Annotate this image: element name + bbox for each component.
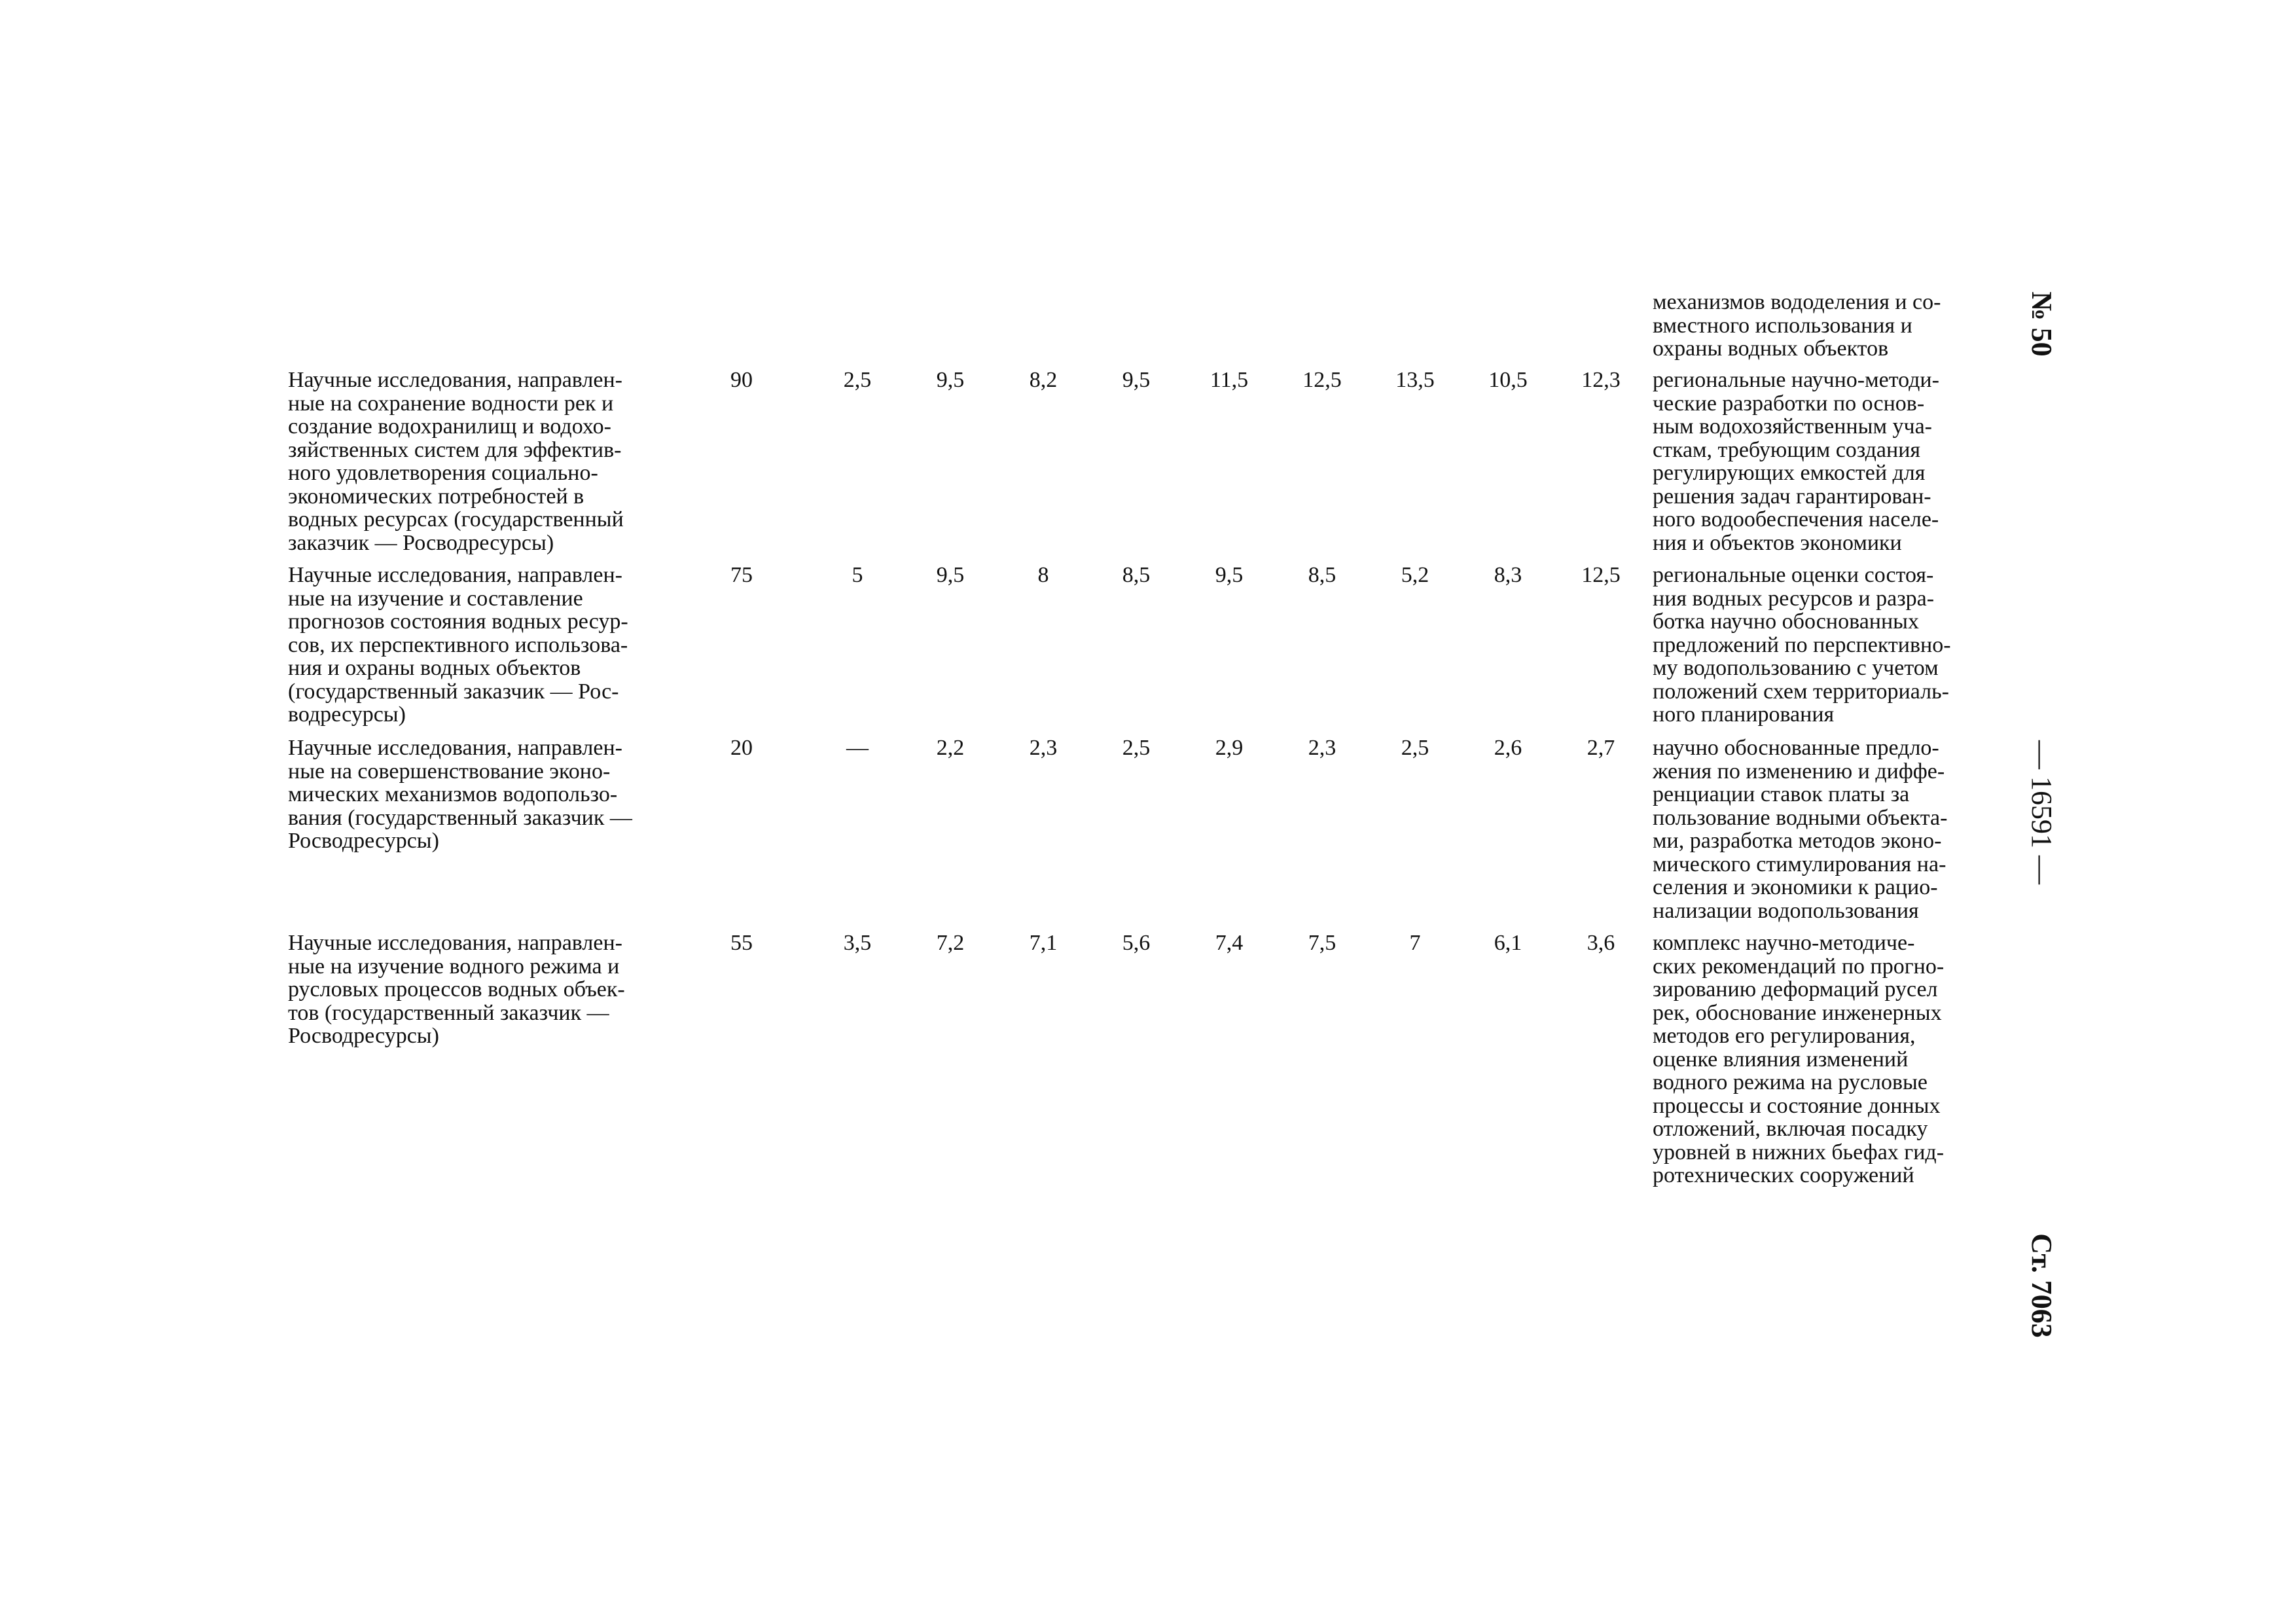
row-1-result: региональные научно-методи- ческие разработки по основ- ным водохозяйственным уча- сткам, требующим создания регулирующих емкостей для решения задач гарантирован- ного водообеспечения населе- ния и объектов экономики	[1653, 368, 1939, 555]
row-3-value-5: 2,5	[1122, 736, 1151, 760]
row-2-value-4: 8	[1037, 563, 1049, 587]
row-4-result: комплекс научно-методиче- ских рекомендаций по прогно- зированию деформаций русел рек, обоснование инженерных методов его регулирования, оценке влияния изменений водного режима на русловые процессы и состояние донных отложений, включая посадку уровней в нижних бьефах гид- ротехнических сооружений	[1653, 931, 1945, 1187]
row-2-result: региональные оценки состоя- ния водных ресурсов и разра- ботка научно обоснованных предложений по перспективно- му водопользованию с учетом положений схем территориаль- ного планирования	[1653, 563, 1951, 727]
row-2-value-7: 8,5	[1308, 563, 1336, 587]
row-1-value-3: 9,5	[936, 368, 965, 392]
row-2-value-3: 9,5	[936, 563, 965, 587]
row-4-value-1: 55	[730, 931, 753, 955]
row-4-value-9: 6,1	[1494, 931, 1522, 955]
row-3-value-10: 2,7	[1587, 736, 1615, 760]
row-3-value-1: 20	[730, 736, 753, 760]
row-1-value-2: 2,5	[843, 368, 872, 392]
row-2-value-9: 8,3	[1494, 563, 1522, 587]
row-2-value-6: 9,5	[1215, 563, 1244, 587]
row-2-value-2: 5	[852, 563, 863, 587]
row-3-value-8: 2,5	[1401, 736, 1429, 760]
row-4-value-4: 7,1	[1029, 931, 1058, 955]
row-1-name: Научные исследования, направлен- ные на сохранение водности рек и создание водохранилищ и водохо- зяйственных систем для эффектив- ного удовлетворения социально- экономических потребностей в водных ресурсах (государственный заказчик — Росводресурсы)	[288, 368, 624, 555]
row-2-value-5: 8,5	[1122, 563, 1151, 587]
row-3-name: Научные исследования, направлен- ные на совершенствование эконо- мических механизмов водопользо- вания (государственный заказчик — Росводресурсы)	[288, 736, 632, 853]
row-1-value-1: 90	[730, 368, 753, 392]
row-4-value-10: 3,6	[1587, 931, 1615, 955]
row-2-name: Научные исследования, направлен- ные на изучение и составление прогнозов состояния водных ресур- сов, их перспективного использова- ния и охраны водных объектов (государственный заказчик — Рос- водресурсы)	[288, 563, 628, 727]
row-1-value-6: 11,5	[1210, 368, 1249, 392]
row-3-value-9: 2,6	[1494, 736, 1522, 760]
row-0-result: механизмов вододеления и со- вместного использования и охраны водных объектов	[1653, 290, 1941, 361]
row-3-value-3: 2,2	[936, 736, 965, 760]
row-2-value-1: 75	[730, 563, 753, 587]
article-number: Ст. 7063	[2026, 1233, 2058, 1338]
row-2-value-10: 12,5	[1581, 563, 1621, 587]
row-1-value-10: 12,3	[1581, 368, 1621, 392]
row-4-value-6: 7,4	[1215, 931, 1244, 955]
row-4-value-8: 7	[1409, 931, 1421, 955]
row-3-value-2: —	[846, 736, 869, 760]
row-3-value-6: 2,9	[1215, 736, 1244, 760]
row-4-value-2: 3,5	[843, 931, 872, 955]
row-1-value-5: 9,5	[1122, 368, 1151, 392]
row-4-value-5: 5,6	[1122, 931, 1151, 955]
row-1-value-8: 13,5	[1395, 368, 1435, 392]
row-4-value-7: 7,5	[1308, 931, 1336, 955]
row-3-value-7: 2,3	[1308, 736, 1336, 760]
row-3-result: научно обоснованные предло- жения по изменению и диффе- ренциации ставок платы за пользование водными объекта- ми, разработка методов эконо- мического стимулирования на- селения и экономики к рацио- нализации водопользования	[1653, 736, 1948, 923]
row-1-value-9: 10,5	[1488, 368, 1528, 392]
row-4-name: Научные исследования, направлен- ные на изучение водного режима и русловых процессов водных объек- тов (государственный заказчик — Росводресурсы)	[288, 931, 625, 1048]
row-2-value-8: 5,2	[1401, 563, 1429, 587]
row-3-value-4: 2,3	[1029, 736, 1058, 760]
issue-number: № 50	[2026, 291, 2058, 357]
row-4-value-3: 7,2	[936, 931, 965, 955]
row-1-value-4: 8,2	[1029, 368, 1058, 392]
page-number: — 16591 —	[2026, 740, 2058, 884]
row-1-value-7: 12,5	[1302, 368, 1342, 392]
